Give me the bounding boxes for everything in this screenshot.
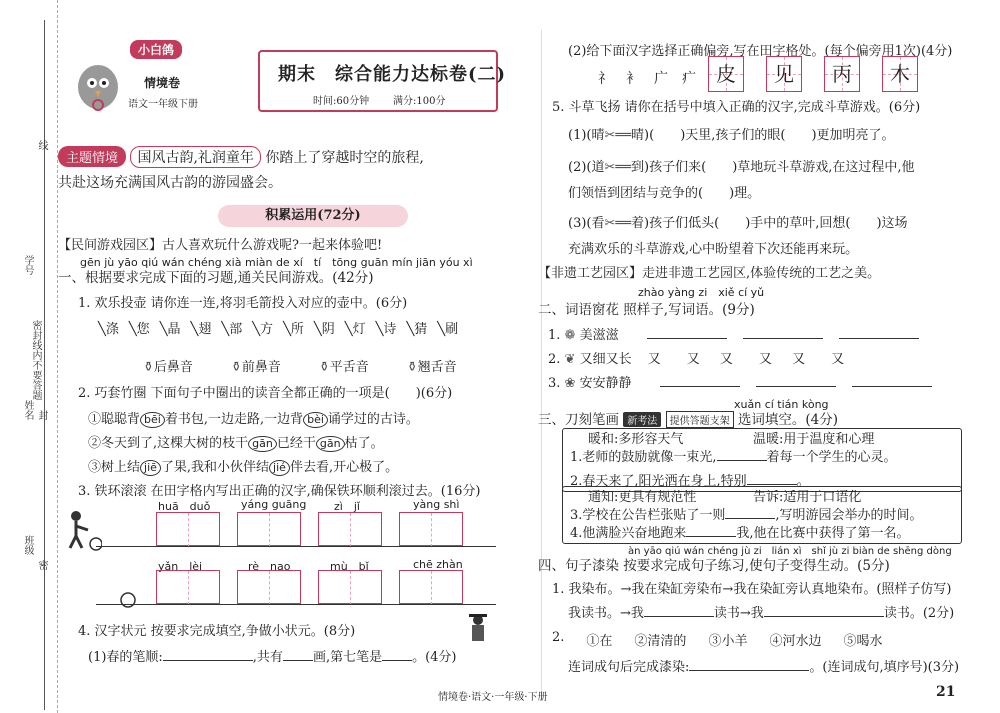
word-row-3: 3. ❀ 安安静静: [548, 372, 932, 391]
tian-grid[interactable]: 丙: [824, 56, 860, 92]
theme-tag: 主题情境: [58, 146, 126, 167]
paper-cut-frog-icon: ❀: [564, 376, 576, 391]
word-blank[interactable]: [756, 373, 836, 387]
q5-title: 5. 斗草飞扬 请你在括号中填入正确的汉字,完成斗草游戏。(6分): [552, 100, 921, 115]
q2-pinyin: zhào yàng zi xiě cí yǔ: [638, 286, 765, 299]
writing-grid[interactable]: [156, 512, 220, 546]
def-notice: 通知:更具有规范性: [588, 490, 697, 505]
arrow-char[interactable]: ╲翅: [190, 322, 212, 337]
fill-sentence-1: 1.老师的鼓励就像一束光, 着每一个学生的心灵。: [570, 446, 897, 465]
pinyin-8: chē zhàn: [413, 558, 463, 571]
writing-grid[interactable]: [237, 512, 301, 546]
q5-line3: 们领悟到团结与竞争的( )理。: [568, 186, 761, 201]
scaffold-badge: 提供答题支架: [666, 411, 734, 428]
q1-title: 一、根据要求完成下面的习题,通关民间游戏。(42分): [58, 270, 374, 286]
q4-part2: (2)给下面汉字选择正确偏旁,写在田字格处。(每个偏旁用1次)(4分): [568, 44, 953, 59]
q2-title: 二、词语窗花 照样子,写词语。(9分): [538, 302, 755, 318]
pigeon-mascot-icon: [68, 55, 126, 115]
def-warm-heart: 温暖:用于温度和心理: [753, 432, 875, 447]
writing-grid[interactable]: [318, 570, 382, 604]
q4-sentence-2: 我读书。→我 读书→我 读书。(2分): [568, 602, 954, 621]
q1-pinyin: gēn jù yāo qiú wán chéng xià miàn de xí tí tōng guān mín jiān yóu xì: [80, 256, 473, 269]
writing-grid[interactable]: [399, 512, 463, 546]
pot-item[interactable]: ⚱前鼻音: [230, 360, 281, 375]
fill-blank[interactable]: [686, 523, 736, 537]
theme-topic: 国风古韵,礼润童年: [130, 146, 260, 168]
section-banner: 积累运用(72分): [218, 205, 408, 227]
arrow-char[interactable]: ╲涤: [98, 322, 119, 337]
arrow-char[interactable]: ╲猜: [406, 322, 428, 337]
arrow-char-row: [98, 318, 458, 337]
scissors-icon: ✂══: [604, 128, 632, 143]
brand-badge: 小白鸽: [130, 40, 182, 59]
q1-part1: 1. 欢乐投壶 请你连一连,将羽毛箭投入对应的壶中。(6分): [78, 296, 408, 311]
fill-blank[interactable]: [644, 603, 714, 617]
scissors-icon: ✂══: [604, 160, 632, 175]
word-blank[interactable]: [839, 325, 919, 339]
q1-part3: 3. 铁环滚滚 在田字格内写出正确的汉字,确保铁环顺利滚过去。(16分): [78, 484, 481, 499]
def-tell: 告诉:适用于口语化: [753, 490, 862, 505]
pinyin-7: mù bǐ: [330, 560, 369, 573]
binding-margin: [0, 0, 58, 713]
margin-label-secret: 密: [36, 560, 47, 570]
fill-blank[interactable]: [764, 603, 884, 617]
pinyin-6: rè nao: [248, 560, 291, 573]
arrow-char[interactable]: ╲部: [221, 322, 243, 337]
footer-text: 情境卷·语文·一年级·下册: [438, 692, 548, 703]
q4-word-options: 2. ①在 ②清清的 ③小羊 ④河水边 ⑤喝水: [552, 630, 883, 649]
pot-icon: ⚱: [230, 360, 242, 375]
arrow-char[interactable]: ╲刷: [437, 322, 459, 337]
q5-line5: 充满欢乐的斗草游戏,心中盼望着下次还能再来玩。: [568, 242, 859, 257]
word-row-2: 2. ❦ 又细又长 又 又 又 又 又 又: [548, 352, 845, 367]
pinyin-4: yàng shì: [413, 498, 460, 511]
new-method-badge: 新考法: [623, 412, 661, 427]
word-blank[interactable]: [647, 325, 727, 339]
pinyin-1: huā duǒ: [158, 500, 211, 513]
margin-label-name: 姓名: [22, 400, 33, 420]
word-blank[interactable]: [852, 373, 932, 387]
exam-time: 时间:60分钟: [313, 96, 370, 107]
page-number: 21: [936, 684, 956, 700]
def-warm-weather: 暖和:多形容天气: [588, 432, 684, 447]
scissors-icon: ✂══: [604, 216, 632, 231]
q5-line1: (1)(晴✂══晴)( )天里,孩子们的眼( )更加明亮了。: [568, 128, 895, 143]
arrow-char[interactable]: ╲您: [128, 322, 150, 337]
tian-grid[interactable]: 皮: [708, 56, 744, 92]
arrow-char[interactable]: ╲方: [252, 322, 274, 337]
word-blank[interactable]: [743, 325, 823, 339]
sentence-1: ①聪聪背 bēi 着书包,一边走路,一边背 bèi 诵学过的古诗。: [88, 412, 419, 427]
stroke-count-blank[interactable]: [283, 647, 313, 661]
theme-line: [58, 146, 424, 168]
exam-score: 满分:100分: [393, 96, 446, 107]
margin-label-seal-notice: 密封线内不要答题: [30, 320, 41, 400]
fill-sentence-3: 3.学校在公告栏张贴了一则 ,写明游园会举办的时间。: [570, 504, 923, 523]
q4-pinyin: àn yāo qiú wán chéng jù zi lián xì shǐ jù zi biàn de shēng dòng: [628, 546, 952, 557]
sentence-2: ②冬天到了,这棵大树的枝干 gān 已经干 gān 枯了。: [88, 436, 384, 451]
q4-sentence-1: 1. 我染布。→我在染缸旁染布→我在染缸旁认真地染布。(照样子仿写): [552, 582, 952, 597]
theme-text-2: 共赴这场充满国风古韵的游园盛会。: [58, 175, 282, 191]
fill-blank[interactable]: [725, 505, 775, 519]
pinyin-2: yáng guāng: [241, 498, 307, 511]
q1-part4-line: (1)春的笔顺: ,共有 画,第七笔是 。(4分): [88, 646, 457, 665]
q4-title: 四、句子漆染 按要求完成句子练习,使句子变得生动。(5分): [538, 558, 890, 574]
fill-blank[interactable]: [689, 657, 809, 671]
margin-label-line: 线: [36, 140, 47, 150]
q3-pinyin: xuǎn cí tián kòng: [734, 398, 829, 411]
q5-line4: (3)(看✂══着)孩子们低头( )手中的草叶,回想( )这场: [568, 216, 908, 231]
fill-blank[interactable]: [717, 447, 767, 461]
grid-row-1: [156, 512, 466, 546]
radical-options: 礻 衤 广 疒: [598, 71, 696, 87]
page-divider: [541, 30, 542, 700]
garden-crafts: 【非遗工艺园区】走进非遗工艺园区,体验传统的工艺之美。: [538, 266, 881, 281]
word-row-1: 1. ❁ 美滋滋: [548, 324, 919, 343]
theme-text-1: 你踏上了穿越时空的旅程,: [265, 150, 424, 166]
scholar-figure-icon: [463, 612, 493, 646]
left-page: [58, 0, 538, 713]
q1-part2: 2. 巧套竹圈 下面句子中圈出的读音全都正确的一项是( )(6分): [78, 386, 453, 401]
pot-row: [143, 356, 457, 375]
writing-grid[interactable]: [156, 570, 220, 604]
tian-grid[interactable]: 木: [882, 56, 918, 92]
margin-label-seal: 封: [36, 410, 47, 420]
pinyin-5: yǎn lèi: [158, 560, 203, 573]
tian-grid[interactable]: 见: [766, 56, 802, 92]
q4-sentence-3: 连词成句后完成漆染: 。(连词成句,填序号)(3分): [568, 656, 959, 675]
writing-grid[interactable]: [399, 570, 463, 604]
fill-sentence-4: 4.他满脸兴奋地跑来 我,他在比赛中获得了第一名。: [570, 522, 910, 541]
arrow-char[interactable]: ╲灯: [344, 322, 366, 337]
pot-icon: ⚱: [406, 360, 418, 375]
stroke-order-blank[interactable]: [163, 647, 253, 661]
grade-label: 语文一年级下册: [128, 99, 198, 110]
fill-sentence-2: 2.春天来了,阳光洒在身上,特别 。: [570, 470, 810, 489]
pot-item[interactable]: ⚱后鼻音: [143, 360, 193, 375]
exam-title: 期末 综合能力达标卷(二): [278, 64, 507, 85]
track-line-2: [96, 604, 496, 605]
word-blank[interactable]: [660, 373, 740, 387]
sentence-3: ③树上结 jiē 了果,我和小伙伴结 jié 伴去看,开心极了。: [88, 460, 399, 475]
track-line-1: [96, 546, 496, 547]
pot-icon: ⚱: [318, 360, 330, 375]
fill-blank[interactable]: [747, 471, 797, 485]
arrow-char[interactable]: ╲诗: [375, 322, 397, 337]
arrow-char[interactable]: ╲晶: [159, 322, 181, 337]
grid-row-2: [156, 570, 466, 604]
arrow-char[interactable]: ╲所: [283, 322, 304, 337]
paper-cut-flower-icon: ❁: [564, 328, 576, 343]
pot-item[interactable]: ⚱平舌音: [318, 360, 369, 375]
q3-title: 三、刀刻笔画 新考法 提供答题支架 选词填空。(4分): [538, 412, 839, 428]
writing-grid[interactable]: [318, 512, 382, 546]
arrow-char[interactable]: ╲阴: [313, 322, 335, 337]
pot-item[interactable]: ⚱翘舌音: [406, 360, 457, 375]
q1-part4: 4. 汉字状元 按要求完成填空,争做小状元。(8分): [78, 624, 356, 639]
series-label: 情境卷: [144, 76, 181, 90]
pinyin-3: zì jǐ: [334, 500, 360, 513]
pot-icon: ⚱: [143, 360, 154, 375]
paper-cut-rooster-icon: ❦: [564, 352, 576, 367]
writing-grid[interactable]: [237, 570, 301, 604]
margin-label-class: 班级: [22, 535, 33, 555]
radical-tian-row: [708, 56, 940, 92]
q5-line2: (2)(道✂══到)孩子们来( )草地玩斗草游戏,在这过程中,他: [568, 160, 915, 175]
margin-label-student-id: 学号: [22, 255, 33, 275]
hoop-icon: [118, 590, 138, 610]
seventh-stroke-blank[interactable]: [382, 647, 412, 661]
garden-folk-games: 【民间游戏园区】古人喜欢玩什么游戏呢?一起来体验吧!: [58, 238, 383, 253]
